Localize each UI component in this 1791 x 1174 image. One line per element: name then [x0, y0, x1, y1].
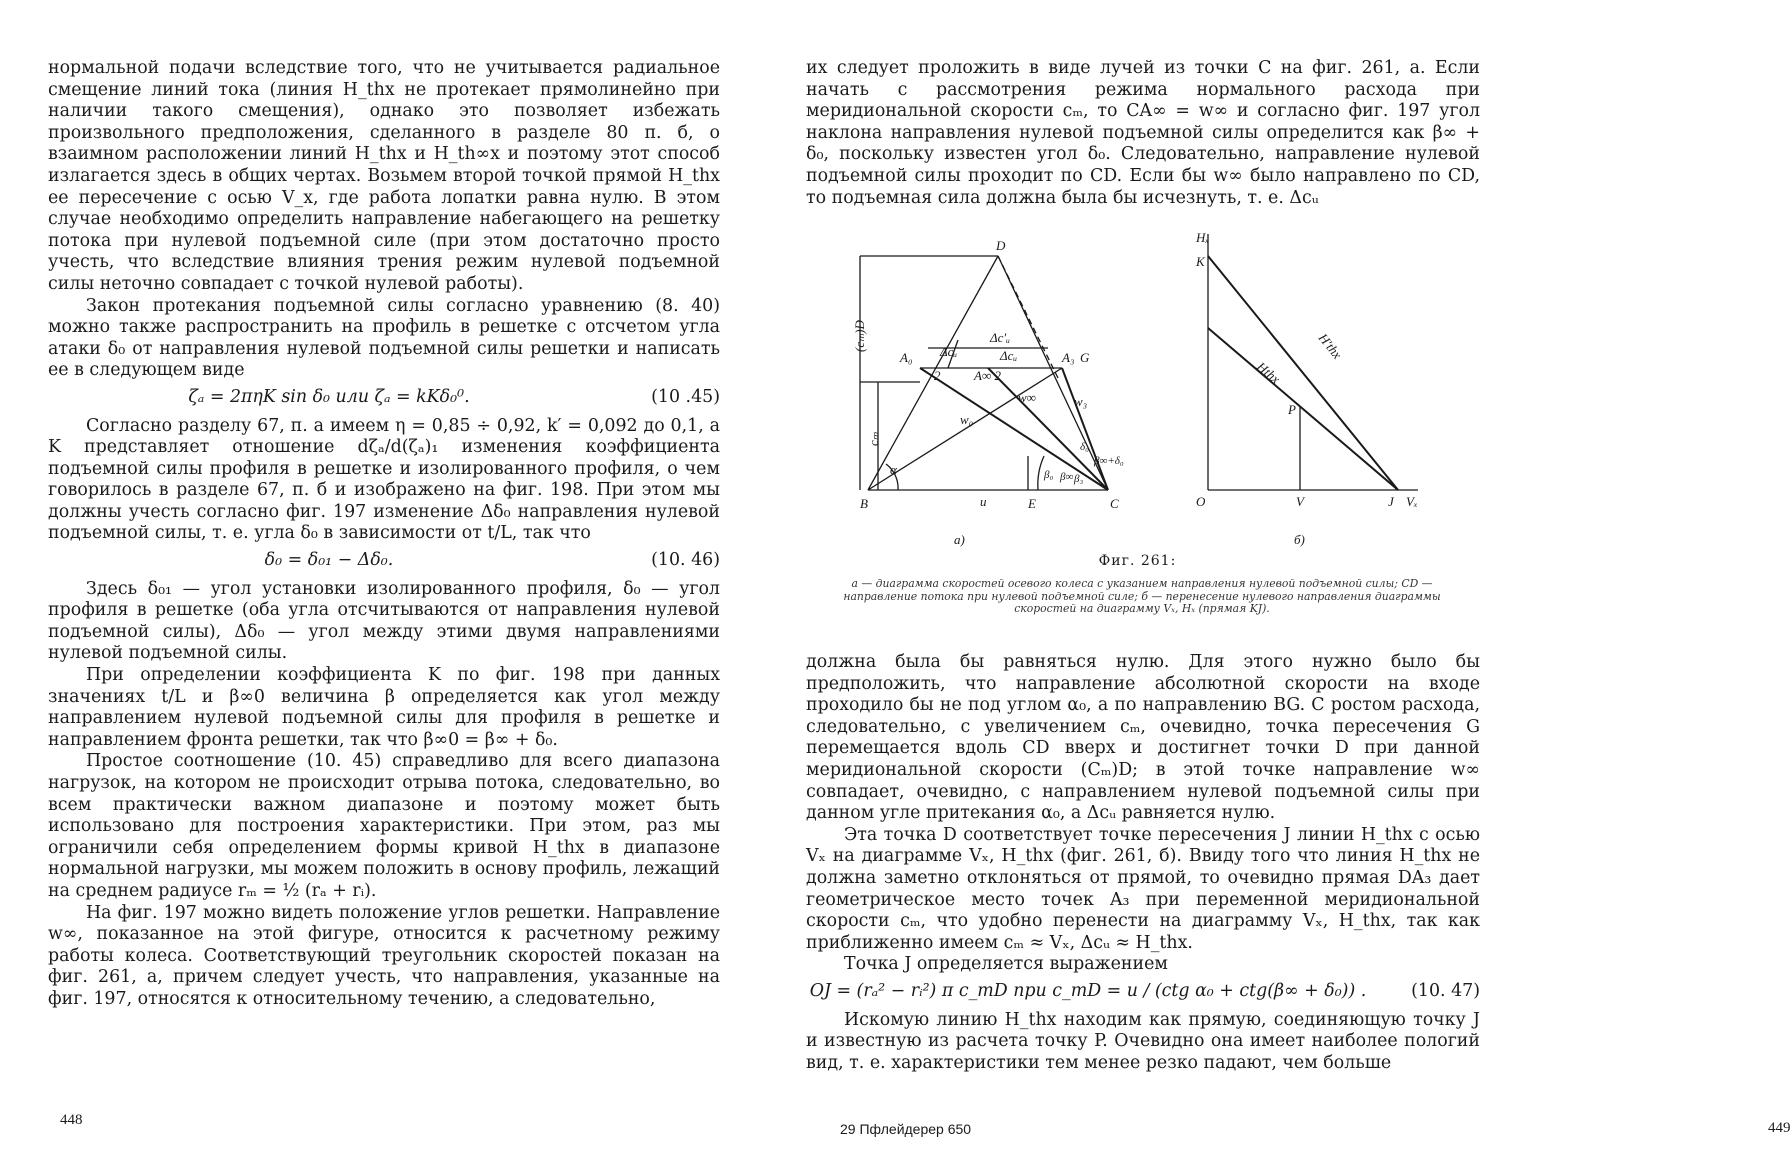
figure-title: Фиг. 261:: [1098, 553, 1177, 569]
label-dcu-2: Δcᵤ: [1000, 348, 1018, 363]
label-betainf: β∞: [1060, 471, 1074, 483]
figure-caption: а — диаграмма скоростей осевого колеса с указанием направления нулевой подъемной силы; CD — направление потока при нулевой подъемной силе; б — перенесение нулевого направления диаграммы скоростей на диаграмму Vₓ, Hₓ (прямая KJ).: [843, 577, 1441, 616]
paragraph: Простое соотношение (10. 45) справедливо для всего диапазона нагрузок, на котором не происходит отрыва потока, следовательно, во всем практически важном диапазоне и поэтому может быть использовано для построения характеристики. При этом, раз мы ограничили себя определением формы кривой H_thx в диапазоне нормальной нагрузки, мы можем положить в основу профиль, лежащий на среднем радиусе rₘ = ½ (rₐ + rᵢ).: [48, 751, 720, 901]
line-hthx: [1208, 328, 1398, 490]
label-d: D: [996, 238, 1006, 253]
label-betainf-delta: β∞+δ₀: [1094, 455, 1124, 467]
paragraph: Здесь δ₀₁ — угол установки изолированного профиля, δ₀ — угол профиля в решетке (оба угла отсчитываются от направления нулевой подъемной силы), Δδ₀ — угол между этими двумя направлениями нулевой подъемной силы.: [48, 578, 720, 664]
formula-expression: δ₀ = δ₀₁ − Δδ₀.: [264, 550, 394, 571]
formula-expression: OJ = (rₐ² − rᵢ²) π c_mD при c_mD = u / (ctg α₀ + ctg(β∞ + δ₀)) .: [809, 980, 1367, 1001]
paragraph: Искомую линию H_thx находим как прямую, соединяющую точку J и известную из расчета точку P. Очевидно она имеет наиболее пологий вид, т. е. характеристики тем менее резко падают, чем больше: [806, 1009, 1480, 1073]
label-a0: A₀: [900, 350, 913, 365]
label-beta3: β₃: [1074, 473, 1084, 485]
page-number: 448: [60, 1112, 83, 1128]
label-delta0: δ₀: [1080, 441, 1089, 453]
label-u: u: [980, 494, 987, 509]
paragraph: их следует проложить в виде лучей из точки C на фиг. 261, а. Если начать с рассмотрения режима нормального расхода при меридиональной скорости cₘ, то CA∞ = w∞ и согласно фиг. 197 угол наклона направления нулевой подъемной силы определится как β∞ + δ₀, поскольку известен угол δ₀. Следовательно, направление нулевой подъемной силы проходит по CD. Если бы w∞ было направлено по CD, то подъемная сила должна была бы исчезнуть, т. е. Δcᵤ: [806, 58, 1480, 208]
label-v: V: [1296, 494, 1304, 509]
paragraph: должна была бы равняться нулю. Для этого нужно было бы предположить, что направление абсолютной скорости на входе проходило бы не под углом α₀, а по направлению BG. С ростом расхода, следовательно, с увеличением cₘ, очевидно, точка пересечения G перемещается вдоль CD вверх и достигнет точки D при данной меридиональной скорости (Cₘ)D; в этой точке направление w∞ совпадает, очевидно, с направлением нулевой подъемной силы при данном угле притекания α₀, а Δcᵤ равняется нулю.: [806, 652, 1480, 824]
label-sub-b: б): [1294, 532, 1305, 547]
formula-10-47: [806, 981, 1480, 1003]
label-beta0: β₀: [1044, 469, 1054, 481]
left-page: [0, 0, 758, 1174]
right-text-column-top: [806, 58, 1480, 209]
right-text-column-bottom: [806, 652, 1480, 1074]
left-text-column: [48, 58, 720, 1011]
label-two-a: 2: [934, 368, 941, 383]
formula-10-45: [48, 387, 720, 409]
label-e: E: [1028, 496, 1036, 511]
figure-261: [848, 228, 1428, 548]
label-c: C: [1110, 496, 1119, 511]
paragraph: Точка J определяется выражением: [844, 954, 1168, 975]
label-alpha: α: [890, 462, 897, 477]
formula-10-46: [48, 550, 720, 572]
label-hthx: Hthx: [1254, 358, 1284, 387]
label-sub-a: а): [954, 532, 965, 547]
label-g: G: [1080, 350, 1090, 365]
line-hthx-prime: [1208, 256, 1398, 490]
label-vx: Vₓ: [1406, 494, 1418, 509]
label-hthx-prime: H′thx: [1315, 330, 1346, 362]
label-j: J: [1388, 494, 1394, 509]
paragraph: нормальной подачи вследствие того, что не учитывается радиальное смещение линий тока (линия H_thx не протекает прямолинейно при наличии такого смещения), однако это позволяет избежать произвольного предположения, сделанного в разделе 80 п. б, о взаимном расположении линий H_thx и H_th∞x и поэтому этот способ излагается здесь в общих чертах. Возьмем второй точкой прямой H_thx ее пересечение с осью V_x, где работа лопатки равна нулю. В этом случае необходимо определить направление набегающего на решетку потока при нулевой подъемной силе (при этом достаточно просто учесть, что вследствие влияния трения режим нулевой подъемной силы неточно совпадает с точкой нулевой работы).: [48, 58, 720, 294]
line-bg: [868, 368, 1062, 490]
label-k: K: [1196, 254, 1205, 269]
label-hx: Hₓ: [1196, 230, 1210, 245]
paragraph: Согласно разделу 67, п. а имеем η = 0,85 ÷ 0,92, k′ = 0,092 до 0,1, а K представляет отношение dζₐ/d(ζₐ)₁ изменения коэффициента подъемной силы профиля в решетке и изолированного профиля, о чем говорилось в разделе 67, п. б и изображено на фиг. 198. При этом мы должны учесть согласно фиг. 197 изменение Δδ₀ направления нулевой подъемной силы, т. е. угла δ₀ в зависимости от t/L, так что: [48, 415, 720, 544]
right-page: [758, 0, 1791, 1174]
label-o: O: [1196, 494, 1206, 509]
label-dcu-prime: Δc′ᵤ: [990, 330, 1011, 345]
label-b: B: [860, 496, 868, 511]
label-winf: w∞: [1018, 390, 1036, 405]
label-two-b: A∞ 2: [974, 368, 1001, 383]
page-number: 449: [1768, 1120, 1791, 1136]
paragraph: При определении коэффициента K по фиг. 198 при данных значениях t/L и β∞0 величина β определяется как угол между направлением нулевой подъемной силы для профиля в решетке и направлением фронта решетки, так что β∞0 = β∞ + δ₀.: [48, 665, 720, 750]
label-a3: A₃: [1062, 350, 1075, 365]
label-w0: w₀: [960, 412, 974, 427]
formula-number: (10 .45): [651, 386, 720, 407]
label-cm: cₘ: [866, 432, 881, 446]
paragraph: Закон протекания подъемной силы согласно уравнению (8. 40) можно также распространить на профиль в решетке с отсчетом угла атаки δ₀ от направления нулевой подъемной силы решетки и написать ее в следующем виде: [48, 295, 720, 381]
label-cmd: (cₘ)D: [852, 320, 867, 352]
label-dcu: Δcᵤ: [940, 344, 958, 359]
paragraph: На фиг. 197 можно видеть положение углов решетки. Направление w∞, показанное на этой фигуре, относится к расчетному режиму работы колеса. Соответствующий треугольник скоростей показан на фиг. 261, а, причем следует учесть, что направления, указанные на фиг. 197, относятся к относительному течению, а следовательно,: [48, 902, 720, 1009]
formula-number: (10. 47): [1411, 980, 1480, 1001]
formula-number: (10. 46): [651, 550, 720, 571]
paragraph: Эта точка D соответствует точке пересечения J линии H_thx с осью Vₓ на диаграмме Vₓ, H_thx (фиг. 261, б). Ввиду того что линия H_thx не должна заметно отклоняться от прямой, то очевидно прямая DA₃ дает геометрическое место точек A₃ при переменной меридиональной скорости cₘ, что удобно перенести на диаграмму Vₓ, H_thx, так как приближенно имеем cₘ ≈ Vₓ, Δcᵤ ≈ H_thx.: [806, 824, 1480, 953]
printer-signature: 29 Пфлейдерер 650: [840, 1121, 972, 1137]
formula-expression: ζₐ = 2πηK sin δ₀ или ζₐ = kKδ₀⁰.: [188, 386, 470, 407]
label-w3: w₃: [1074, 394, 1088, 409]
label-p: P: [1288, 402, 1296, 417]
